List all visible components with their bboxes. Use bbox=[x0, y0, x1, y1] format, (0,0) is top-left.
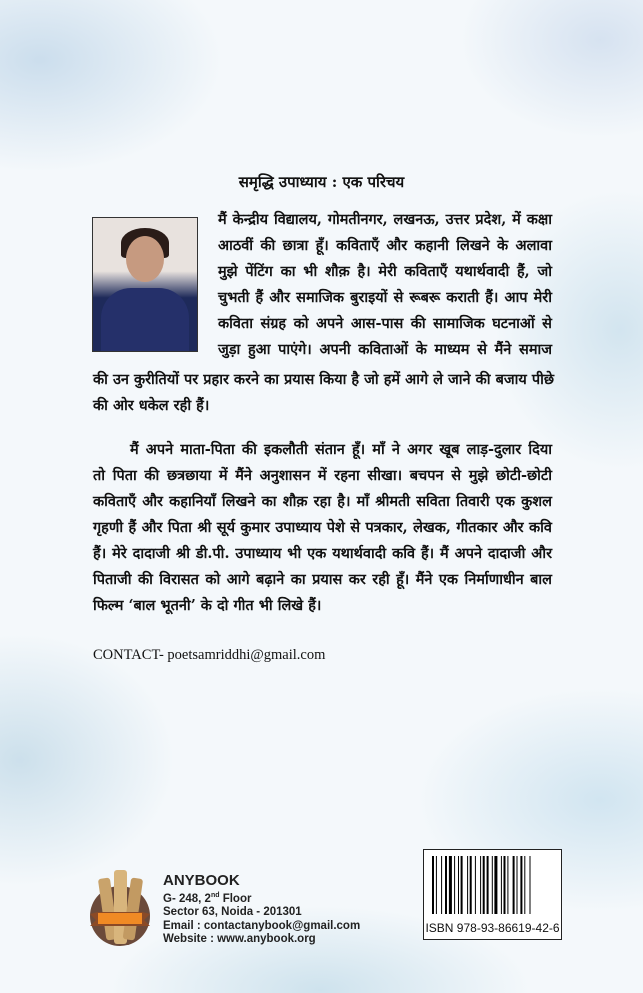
text-line: की ओर धकेल रही हैं। bbox=[93, 397, 210, 414]
barcode-bar bbox=[454, 856, 455, 914]
publisher-logo bbox=[88, 868, 152, 950]
text-line: मैं अपने माता-पिता की इकलौती संतान हूँ। माँ ने अगर खूब लाड़-दुलार दिया bbox=[130, 441, 552, 458]
barcode-bar bbox=[461, 856, 463, 914]
text-line: हैं। मेरे दादाजी श्री डी.पी. उपाध्याय भी एक यथार्थवादी कवि हैं। मैं अपने दादाजी और bbox=[93, 545, 552, 562]
text-line: पिताजी की विरासत को आगे बढ़ाने का प्रयास कर रही हूँ। मैंने एक निर्माणाधीन बाल bbox=[93, 571, 552, 588]
barcode-bar bbox=[492, 856, 493, 914]
barcode-bar bbox=[432, 856, 434, 914]
barcode-bar bbox=[507, 856, 508, 914]
contact-email: CONTACT- poetsamriddhi@gmail.com bbox=[93, 647, 326, 663]
barcode-bar bbox=[504, 856, 506, 914]
barcode-bar bbox=[480, 856, 481, 914]
barcode-bar bbox=[467, 856, 468, 914]
text-line: मुझे पेंटिंग का भी शौक़ है। मेरी कविताएँ यथार्थवादी हैं, जो bbox=[218, 263, 552, 280]
text-line: फिल्म ‘बाल भूतनी’ के दो गीत भी लिखे हैं। bbox=[93, 597, 322, 614]
author-photo bbox=[92, 217, 198, 352]
publisher-website: Website : www.anybook.org bbox=[163, 933, 316, 946]
barcode-bar bbox=[494, 856, 497, 914]
barcode-bar bbox=[524, 856, 525, 914]
publisher-address-2: Sector 63, Noida - 201301 bbox=[163, 906, 302, 919]
text-line: चुभती हैं और समाजिक बुराइयों से रूबरू कराती हैं। आप मेरी bbox=[218, 289, 552, 306]
barcode-bar bbox=[449, 856, 452, 914]
barcode-bar bbox=[487, 856, 489, 914]
publisher-name: ANYBOOK bbox=[163, 872, 240, 889]
publisher-info bbox=[163, 872, 360, 947]
text-line: कविताएँ और कहानियाँ लिखने का शौक़ रहा है। माँ श्रीमती सविता तिवारी एक कुशल bbox=[93, 493, 552, 510]
text-line: की उन कुरीतियों पर प्रहार करने का प्रयास किया है जो हमें आगे ले जाने की बजाय पीछे bbox=[93, 371, 555, 388]
barcode-bar bbox=[513, 856, 515, 914]
publisher-address-1: G- 248, 2nd Floor bbox=[163, 892, 252, 905]
barcode-bar bbox=[501, 856, 502, 914]
publisher-email: Email : contactanybook@gmail.com bbox=[163, 919, 361, 932]
text-line: गृहणी हैं और पिता श्री सूर्य कुमार उपाध्याय पेशे से पत्रकार, लेखक, गीतकार और कवि bbox=[93, 519, 552, 536]
barcode-bars bbox=[432, 856, 553, 914]
text-line: कविता संग्रह को अपने आस-पास की सामाजिक घटनाओं से bbox=[218, 315, 552, 332]
barcode-bar bbox=[530, 856, 531, 914]
text-line: आठवीं की छात्रा हूँ। कविताएँ और कहानी लिखने के अलावा bbox=[218, 237, 552, 254]
text-line: जुड़ा हुआ पाएंगे। अपनी कविताओं के माध्यम से मैंने समाज bbox=[218, 341, 552, 358]
barcode-bar bbox=[458, 856, 459, 914]
barcode-bar bbox=[445, 856, 447, 914]
isbn-barcode bbox=[423, 849, 562, 940]
isbn-number: ISBN 978-93-86619-42-6 bbox=[425, 921, 560, 935]
text-line: मैं केन्द्रीय विद्यालय, गोमतीनगर, लखनऊ, उत्तर प्रदेश, में कक्षा bbox=[218, 211, 552, 228]
page-title: समृद्धि उपाध्याय : एक परिचय bbox=[238, 173, 405, 191]
barcode-bar bbox=[436, 856, 437, 914]
barcode-bar bbox=[470, 856, 472, 914]
barcode-bar bbox=[475, 856, 476, 914]
barcode-bar bbox=[520, 856, 522, 914]
barcode-bar bbox=[517, 856, 518, 914]
barcode-bar bbox=[441, 856, 442, 914]
barcode-bar bbox=[483, 856, 485, 914]
text-line: तो पिता की छत्रछाया में मैंने अनुशासन में रहना सीखा। बचपन से मुझे छोटी-छोटी bbox=[93, 467, 552, 484]
